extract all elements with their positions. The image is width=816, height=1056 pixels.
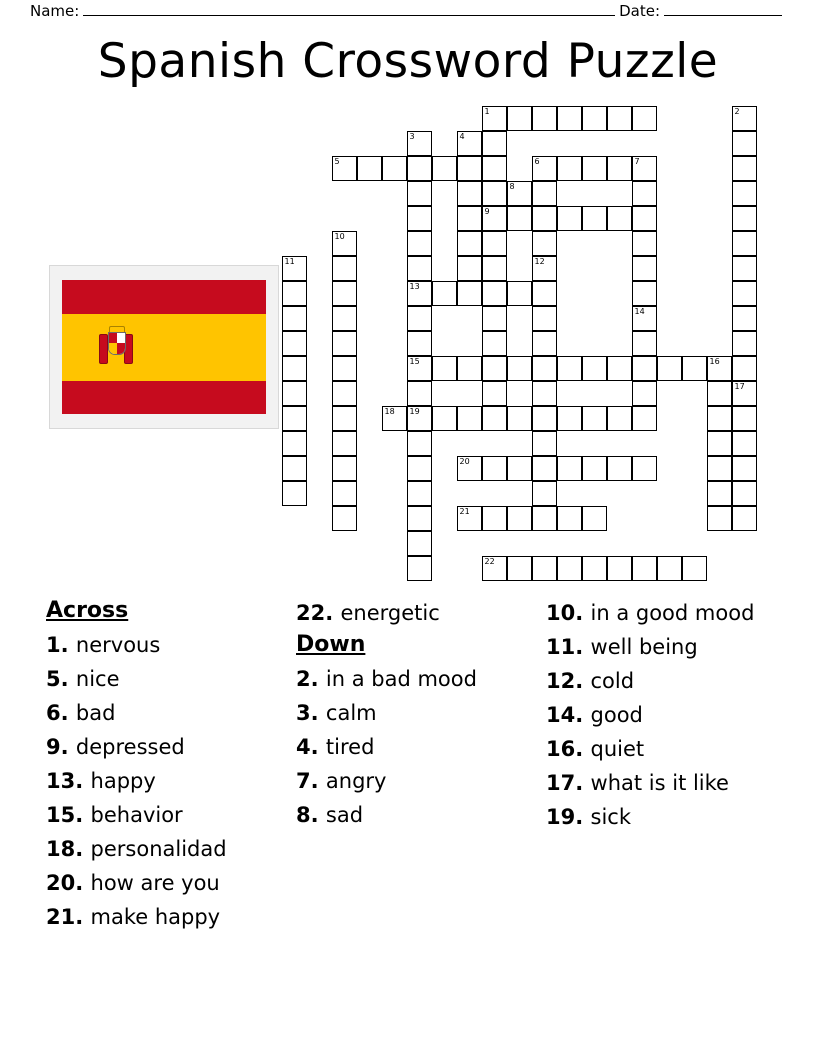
clue-number: 13. — [46, 769, 91, 793]
grid-cell[interactable] — [732, 156, 757, 181]
grid-cell[interactable] — [407, 256, 432, 281]
clue-item — [46, 764, 272, 798]
grid-cell[interactable] — [282, 256, 307, 281]
clue-number: 16. — [546, 737, 591, 761]
grid-cell-number: 17 — [734, 382, 745, 391]
grid-cell[interactable] — [682, 556, 707, 581]
flag-image — [62, 280, 266, 414]
grid-cell[interactable] — [582, 506, 607, 531]
clue-item — [546, 664, 772, 698]
grid-cell[interactable] — [507, 106, 532, 131]
grid-cell[interactable] — [582, 206, 607, 231]
grid-cell[interactable] — [457, 281, 482, 306]
grid-cell[interactable] — [732, 106, 757, 131]
grid-cell[interactable] — [407, 331, 432, 356]
grid-cell[interactable] — [607, 206, 632, 231]
clue-item — [46, 866, 272, 900]
grid-cell[interactable] — [632, 231, 657, 256]
grid-cell[interactable] — [457, 256, 482, 281]
grid-cell[interactable] — [482, 106, 507, 131]
pillar-left — [99, 334, 108, 364]
grid-cell[interactable] — [557, 356, 582, 381]
grid-cell[interactable] — [482, 206, 507, 231]
down-heading: Down — [296, 632, 366, 657]
clue-column-3 — [546, 596, 772, 934]
grid-cell[interactable] — [432, 281, 457, 306]
grid-cell[interactable] — [707, 406, 732, 431]
clue-number: 3. — [296, 701, 326, 725]
clue-number: 1. — [46, 633, 76, 657]
grid-cell[interactable] — [632, 106, 657, 131]
grid-cell[interactable] — [707, 431, 732, 456]
grid-cell[interactable] — [532, 256, 557, 281]
grid-cell-number: 12 — [534, 257, 545, 266]
grid-cell[interactable] — [607, 556, 632, 581]
grid-cell[interactable] — [482, 281, 507, 306]
grid-cell[interactable] — [532, 331, 557, 356]
grid-cell[interactable] — [707, 506, 732, 531]
grid-cell[interactable] — [582, 106, 607, 131]
name-blank-rule[interactable] — [83, 14, 615, 16]
clue-number: 7. — [296, 769, 326, 793]
grid-cell[interactable] — [532, 481, 557, 506]
clue-text: cold — [590, 669, 635, 693]
grid-cell[interactable] — [557, 106, 582, 131]
grid-cell[interactable] — [557, 556, 582, 581]
clue-number: 2. — [296, 667, 326, 691]
spain-flag-stamp — [50, 266, 278, 428]
grid-cell[interactable] — [332, 306, 357, 331]
grid-cell-number: 22 — [484, 557, 495, 566]
grid-cell[interactable] — [407, 481, 432, 506]
grid-cell[interactable] — [632, 206, 657, 231]
grid-cell[interactable] — [457, 156, 482, 181]
clue-item — [296, 798, 522, 832]
grid-cell[interactable] — [407, 531, 432, 556]
clue-item — [296, 696, 522, 730]
grid-cell[interactable] — [482, 331, 507, 356]
grid-cell-number: 5 — [334, 157, 340, 166]
grid-cell[interactable] — [507, 206, 532, 231]
clue-text: personalidad — [90, 837, 227, 861]
grid-cell[interactable] — [582, 406, 607, 431]
clue-text: sad — [325, 803, 364, 827]
clue-number: 6. — [46, 701, 76, 725]
grid-cell[interactable] — [282, 356, 307, 381]
clue-text: behavior — [90, 803, 183, 827]
grid-cell[interactable] — [732, 306, 757, 331]
grid-cell[interactable] — [732, 206, 757, 231]
clue-number: 10. — [546, 601, 591, 625]
grid-cell[interactable] — [707, 381, 732, 406]
grid-cell[interactable] — [457, 356, 482, 381]
grid-cell[interactable] — [482, 306, 507, 331]
grid-cell[interactable] — [732, 481, 757, 506]
coat-of-arms-icon — [98, 326, 134, 368]
grid-cell-number: 1 — [484, 107, 490, 116]
grid-cell[interactable] — [582, 356, 607, 381]
grid-cell[interactable] — [532, 556, 557, 581]
grid-cell[interactable] — [482, 556, 507, 581]
grid-cell[interactable] — [332, 256, 357, 281]
grid-cell-number: 10 — [334, 232, 345, 241]
grid-cell[interactable] — [507, 556, 532, 581]
grid-cell[interactable] — [607, 156, 632, 181]
grid-cell[interactable] — [557, 206, 582, 231]
grid-cell[interactable] — [407, 556, 432, 581]
grid-cell[interactable] — [632, 281, 657, 306]
grid-cell[interactable] — [432, 156, 457, 181]
clue-item — [546, 800, 772, 834]
grid-cell[interactable] — [632, 406, 657, 431]
grid-cell[interactable] — [682, 356, 707, 381]
clue-column-2 — [296, 596, 522, 934]
clue-item — [546, 732, 772, 766]
clue-item — [46, 798, 272, 832]
grid-cell[interactable] — [532, 181, 557, 206]
grid-cell-number: 4 — [459, 132, 465, 141]
grid-cell[interactable] — [332, 381, 357, 406]
grid-cell[interactable] — [407, 306, 432, 331]
across-heading: Across — [46, 598, 129, 623]
clue-number: 17. — [546, 771, 591, 795]
clue-item — [46, 662, 272, 696]
clue-item — [46, 832, 272, 866]
page-title: Spanish Crossword Puzzle — [97, 34, 719, 89]
grid-cell-number: 3 — [409, 132, 415, 141]
grid-cell[interactable] — [632, 256, 657, 281]
grid-cell[interactable] — [632, 556, 657, 581]
grid-cell[interactable] — [607, 406, 632, 431]
grid-cell-number: 6 — [534, 157, 540, 166]
grid-cell[interactable] — [632, 156, 657, 181]
grid-cell[interactable] — [532, 431, 557, 456]
grid-cell[interactable] — [507, 506, 532, 531]
grid-cell[interactable] — [482, 356, 507, 381]
name-label: Name: — [30, 2, 80, 20]
grid-cell[interactable] — [507, 356, 532, 381]
grid-cell[interactable] — [582, 456, 607, 481]
grid-cell[interactable] — [732, 381, 757, 406]
clue-item — [46, 900, 272, 934]
grid-cell[interactable] — [282, 456, 307, 481]
grid-cell[interactable] — [482, 506, 507, 531]
clue-item — [546, 766, 772, 800]
clue-item — [296, 662, 522, 696]
grid-cell[interactable] — [282, 306, 307, 331]
grid-cell[interactable] — [557, 406, 582, 431]
grid-cell[interactable] — [507, 281, 532, 306]
grid-cell[interactable] — [332, 231, 357, 256]
clue-item — [46, 730, 272, 764]
grid-cell[interactable] — [407, 181, 432, 206]
clue-text: good — [590, 703, 643, 727]
clue-number: 19. — [546, 805, 591, 829]
grid-cell[interactable] — [282, 431, 307, 456]
clue-number: 12. — [546, 669, 591, 693]
grid-cell[interactable] — [407, 131, 432, 156]
clue-number: 22. — [296, 601, 341, 625]
clue-text: energetic — [340, 601, 440, 625]
grid-cell[interactable] — [357, 156, 382, 181]
clue-item — [546, 596, 772, 630]
clue-number: 15. — [46, 803, 91, 827]
grid-cell[interactable] — [407, 456, 432, 481]
grid-cell[interactable] — [632, 456, 657, 481]
grid-cell[interactable] — [332, 356, 357, 381]
grid-cell[interactable] — [732, 356, 757, 381]
clue-item — [296, 596, 522, 630]
grid-cell-number: 15 — [409, 357, 420, 366]
grid-cell[interactable] — [282, 331, 307, 356]
clue-text: angry — [325, 769, 387, 793]
grid-cell[interactable] — [732, 506, 757, 531]
grid-cell[interactable] — [507, 406, 532, 431]
grid-cell[interactable] — [657, 356, 682, 381]
clue-item — [296, 764, 522, 798]
grid-cell[interactable] — [732, 131, 757, 156]
grid-cell[interactable] — [457, 406, 482, 431]
clue-number: 21. — [46, 905, 91, 929]
grid-cell[interactable] — [332, 506, 357, 531]
grid-cell[interactable] — [332, 481, 357, 506]
grid-cell[interactable] — [582, 156, 607, 181]
grid-cell[interactable] — [407, 356, 432, 381]
grid-cell-number: 2 — [734, 107, 740, 116]
grid-cell[interactable] — [732, 331, 757, 356]
grid-cell[interactable] — [282, 281, 307, 306]
grid-cell[interactable] — [607, 356, 632, 381]
grid-cell[interactable] — [332, 281, 357, 306]
grid-cell[interactable] — [407, 281, 432, 306]
grid-cell[interactable] — [432, 406, 457, 431]
clue-number: 18. — [46, 837, 91, 861]
clue-text: nervous — [75, 633, 161, 657]
grid-cell[interactable] — [657, 556, 682, 581]
grid-cell[interactable] — [332, 456, 357, 481]
grid-cell[interactable] — [532, 381, 557, 406]
clue-text: well being — [590, 635, 698, 659]
grid-cell[interactable] — [457, 206, 482, 231]
grid-cell[interactable] — [482, 156, 507, 181]
clue-item — [46, 696, 272, 730]
grid-cell[interactable] — [407, 206, 432, 231]
grid-cell[interactable] — [382, 406, 407, 431]
grid-cell[interactable] — [607, 106, 632, 131]
clue-item — [546, 630, 772, 664]
grid-cell-number: 19 — [409, 407, 420, 416]
grid-cell[interactable] — [632, 381, 657, 406]
clue-text: what is it like — [590, 771, 729, 795]
grid-cell[interactable] — [482, 131, 507, 156]
grid-cell[interactable] — [707, 356, 732, 381]
grid-cell[interactable] — [482, 456, 507, 481]
clue-text: in a good mood — [590, 601, 755, 625]
flag-yellow-band — [62, 314, 266, 381]
grid-cell[interactable] — [407, 406, 432, 431]
grid-cell[interactable] — [457, 506, 482, 531]
grid-cell[interactable] — [732, 181, 757, 206]
grid-cell[interactable] — [282, 381, 307, 406]
grid-cell[interactable] — [532, 356, 557, 381]
clue-item — [296, 730, 522, 764]
clue-number: 20. — [46, 871, 91, 895]
grid-cell-number: 14 — [634, 307, 645, 316]
grid-cell[interactable] — [407, 431, 432, 456]
grid-cell-number: 11 — [284, 257, 295, 266]
grid-cell[interactable] — [332, 431, 357, 456]
grid-cell[interactable] — [732, 431, 757, 456]
clue-text: depressed — [75, 735, 185, 759]
grid-cell[interactable] — [732, 231, 757, 256]
clue-text: bad — [75, 701, 116, 725]
grid-cell[interactable] — [732, 281, 757, 306]
grid-cell[interactable] — [557, 506, 582, 531]
grid-cell[interactable] — [482, 256, 507, 281]
clue-text: in a bad mood — [325, 667, 477, 691]
clue-text: calm — [325, 701, 377, 725]
clue-number: 11. — [546, 635, 591, 659]
grid-cell[interactable] — [532, 206, 557, 231]
grid-cell[interactable] — [632, 181, 657, 206]
grid-cell-number: 7 — [634, 157, 640, 166]
clue-column-1 — [46, 596, 272, 934]
clue-text: sick — [590, 805, 631, 829]
grid-cell[interactable] — [457, 131, 482, 156]
clue-number: 14. — [546, 703, 591, 727]
clue-number: 4. — [296, 735, 326, 759]
clue-text: nice — [75, 667, 120, 691]
clue-text: make happy — [90, 905, 221, 929]
name-date-line — [30, 2, 786, 20]
grid-cell[interactable] — [457, 181, 482, 206]
clue-item — [46, 628, 272, 662]
grid-cell[interactable] — [532, 456, 557, 481]
grid-cell[interactable] — [482, 231, 507, 256]
grid-cell[interactable] — [532, 231, 557, 256]
grid-cell[interactable] — [732, 456, 757, 481]
grid-cell[interactable] — [507, 181, 532, 206]
grid-cell[interactable] — [632, 306, 657, 331]
grid-cell-number: 8 — [509, 182, 515, 191]
grid-cell[interactable] — [707, 481, 732, 506]
clue-number: 9. — [46, 735, 76, 759]
grid-cell[interactable] — [407, 156, 432, 181]
clue-number: 8. — [296, 803, 326, 827]
grid-cell[interactable] — [407, 231, 432, 256]
grid-cell[interactable] — [582, 556, 607, 581]
grid-cell[interactable] — [332, 331, 357, 356]
grid-cell[interactable] — [532, 281, 557, 306]
grid-cell[interactable] — [282, 406, 307, 431]
grid-cell[interactable] — [557, 156, 582, 181]
grid-cell[interactable] — [282, 481, 307, 506]
grid-cell[interactable] — [507, 456, 532, 481]
clue-item — [546, 698, 772, 732]
grid-cell-number: 18 — [384, 407, 395, 416]
clue-text: happy — [90, 769, 156, 793]
shield-icon — [108, 332, 126, 355]
grid-cell[interactable] — [432, 356, 457, 381]
grid-cell-number: 9 — [484, 207, 490, 216]
date-label: Date: — [619, 2, 660, 20]
grid-cell[interactable] — [457, 456, 482, 481]
grid-cell[interactable] — [607, 456, 632, 481]
grid-cell[interactable] — [482, 381, 507, 406]
grid-cell[interactable] — [732, 406, 757, 431]
grid-cell[interactable] — [632, 331, 657, 356]
grid-cell[interactable] — [632, 356, 657, 381]
grid-cell[interactable] — [332, 156, 357, 181]
grid-cell[interactable] — [532, 306, 557, 331]
clue-text: tired — [325, 735, 375, 759]
clue-text: how are you — [90, 871, 220, 895]
grid-cell[interactable] — [407, 381, 432, 406]
date-blank-rule[interactable] — [664, 14, 782, 16]
grid-cell[interactable] — [532, 406, 557, 431]
grid-cell[interactable] — [557, 456, 582, 481]
grid-cell[interactable] — [532, 506, 557, 531]
grid-cell-number: 13 — [409, 282, 420, 291]
clue-list — [46, 596, 772, 934]
grid-cell-number: 21 — [459, 507, 470, 516]
grid-cell-number: 20 — [459, 457, 470, 466]
grid-cell-number: 16 — [709, 357, 720, 366]
grid-cell[interactable] — [532, 106, 557, 131]
grid-cell[interactable] — [482, 406, 507, 431]
clue-text: quiet — [590, 737, 645, 761]
grid-cell[interactable] — [707, 456, 732, 481]
grid-cell[interactable] — [382, 156, 407, 181]
grid-cell[interactable] — [407, 506, 432, 531]
clue-number: 5. — [46, 667, 76, 691]
grid-cell[interactable] — [457, 231, 482, 256]
grid-cell[interactable] — [482, 181, 507, 206]
grid-cell[interactable] — [532, 156, 557, 181]
grid-cell[interactable] — [332, 406, 357, 431]
grid-cell[interactable] — [732, 256, 757, 281]
